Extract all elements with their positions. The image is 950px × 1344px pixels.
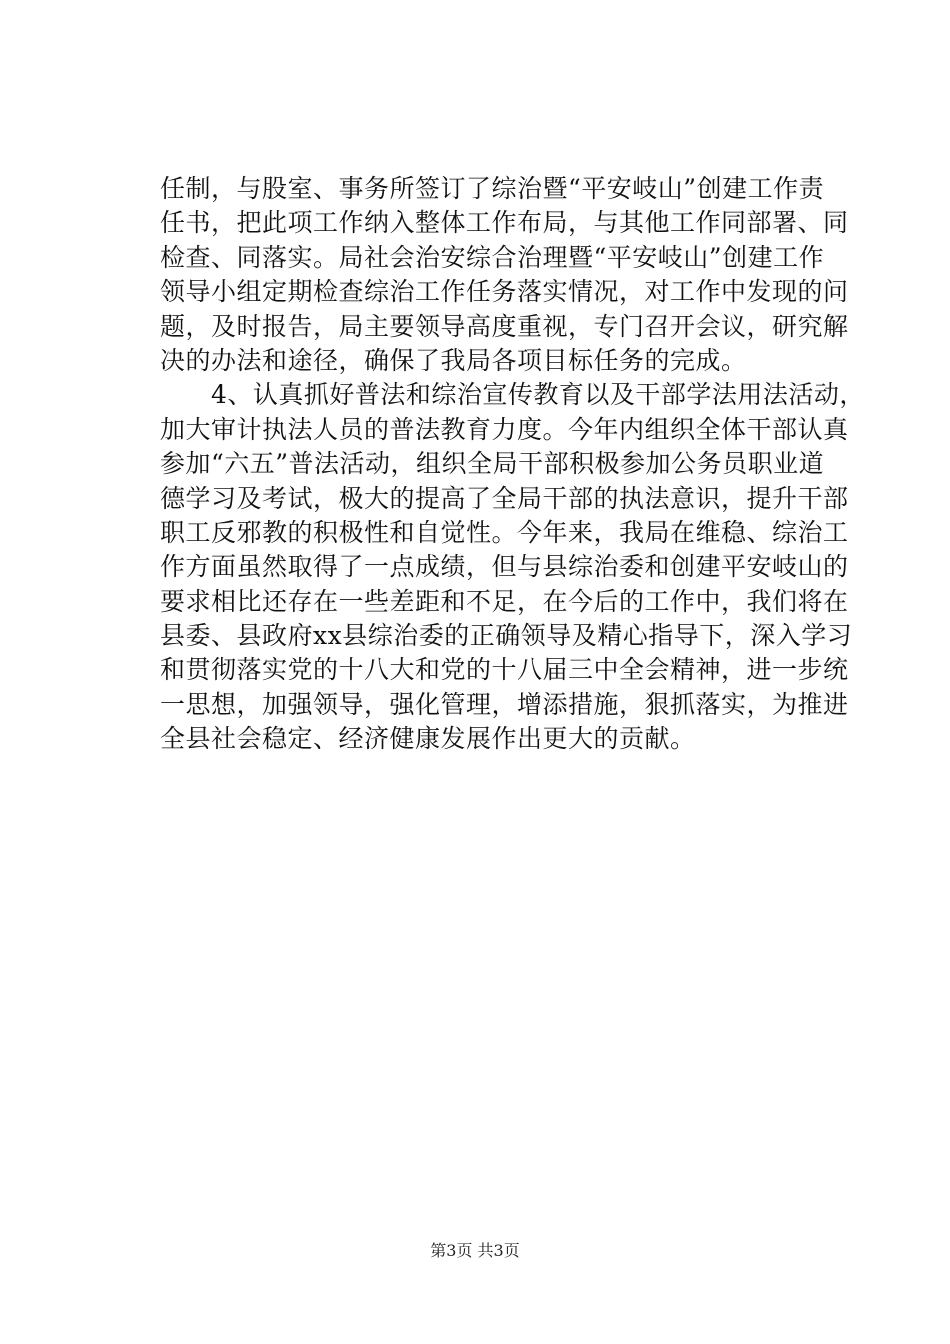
text-line: 要求相比还存在一些差距和不足，在今后的工作中，我们将在 bbox=[160, 586, 849, 616]
text-line: 一思想，加强领导，强化管理，增添措施，狠抓落实，为推进 bbox=[160, 689, 849, 719]
text-line: 加大审计执法人员的普法教育力度。今年内组织全体干部认真 bbox=[160, 414, 849, 444]
text-line: 题，及时报告，局主要领导高度重视，专门召开会议，研究解 bbox=[160, 311, 849, 341]
text-line: 参加“六五”普法活动，组织全局干部积极参加公务员职业道 bbox=[160, 449, 825, 479]
text-line: 领导小组定期检查综治工作任务落实情况，对工作中发现的问 bbox=[160, 277, 849, 307]
paragraph-continued bbox=[160, 172, 849, 378]
document-body bbox=[160, 172, 865, 757]
text-line: 4、认真抓好普法和综治宣传教育以及干部学法用法活动， bbox=[160, 380, 865, 410]
text-line: 县委、县政府xx县综治委的正确领导及精心指导下，深入学习 bbox=[160, 621, 853, 651]
text-line: 职工反邪教的积极性和自觉性。今年来，我局在维稳、综治工 bbox=[160, 517, 849, 547]
text-line: 全县社会稳定、经济健康发展作出更大的贡献。 bbox=[160, 724, 696, 754]
text-line: 决的办法和途径，确保了我局各项目标任务的完成。 bbox=[160, 345, 747, 375]
text-line: 任制，与股室、事务所签订了综治暨“平安岐山”创建工作责 bbox=[160, 174, 825, 203]
text-line: 检查、同落实。局社会治安综合治理暨“平安岐山”创建工作 bbox=[160, 242, 825, 272]
text-line: 任书，把此项工作纳入整体工作布局，与其他工作同部署、同 bbox=[160, 208, 849, 238]
text-line: 作方面虽然取得了一点成绩，但与县综治委和创建平安岐山的 bbox=[160, 552, 849, 582]
paragraph-4 bbox=[160, 378, 865, 756]
page-number-footer: 第3页 共3页 bbox=[430, 1241, 520, 1260]
text-line: 和贯彻落实党的十八大和党的十八届三中全会精神，进一步统 bbox=[160, 655, 849, 685]
text-line: 德学习及考试，极大的提高了全局干部的执法意识，提升干部 bbox=[160, 483, 849, 513]
